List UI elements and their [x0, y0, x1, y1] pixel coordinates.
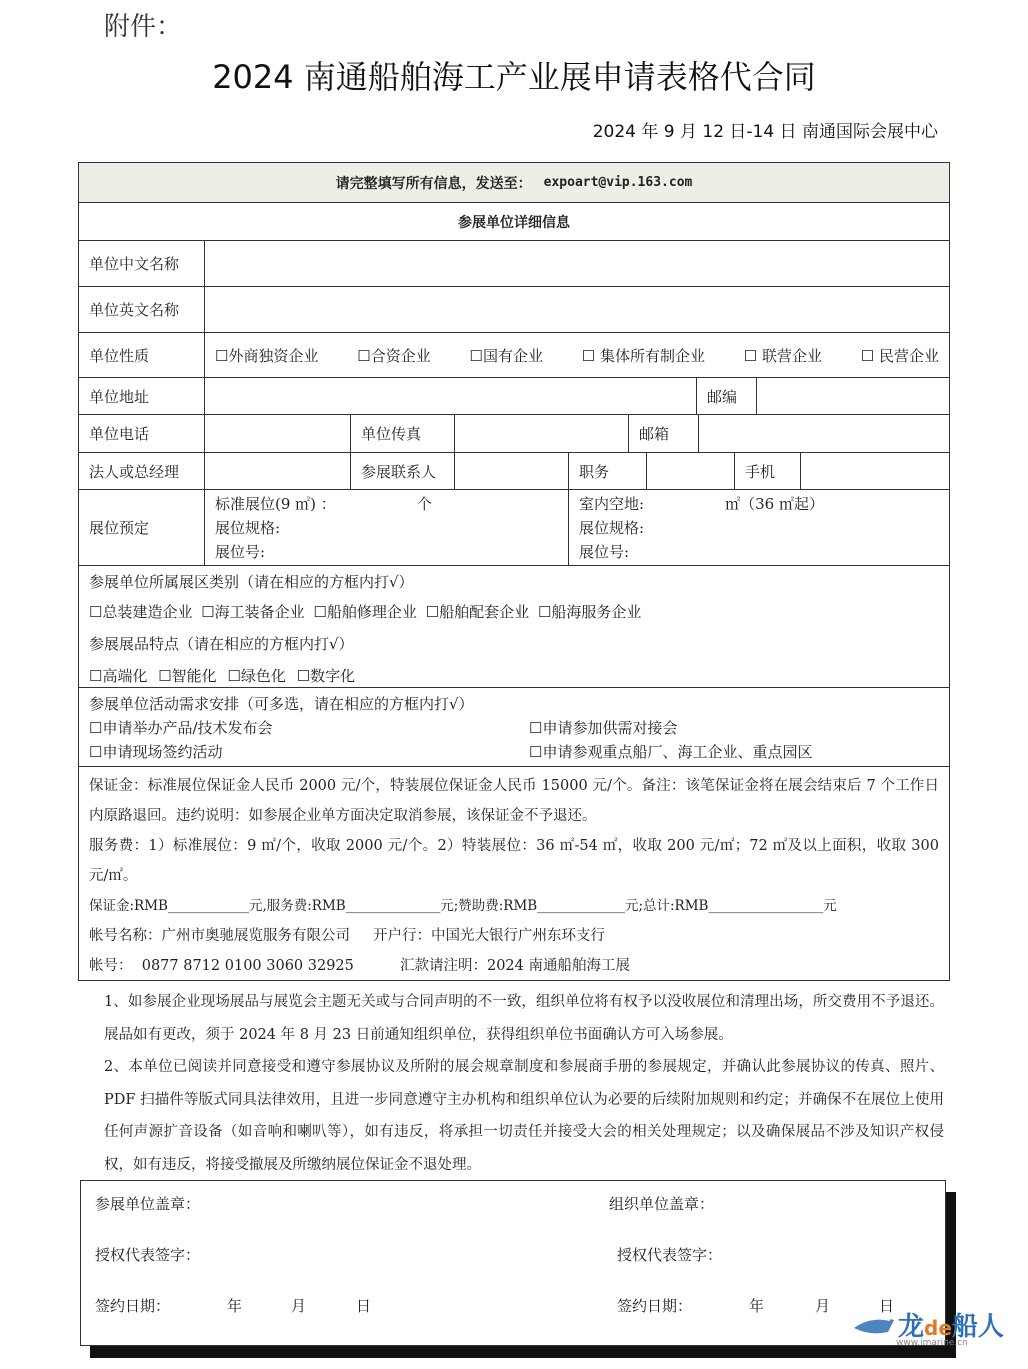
nature-option[interactable]: ☐ 集体所有制企业: [581, 346, 705, 365]
zone-options: [89, 600, 939, 624]
terms-notes: [104, 986, 944, 1181]
booth-label: 展位预定: [79, 490, 205, 565]
postcode-label: 邮编: [697, 378, 757, 414]
cn-name-label: 单位中文名称: [79, 241, 205, 286]
activity-option[interactable]: ☐申请参观重点船厂、海工企业、重点园区: [529, 743, 813, 761]
activity-option[interactable]: ☐申请参加供需对接会: [529, 719, 678, 737]
nature-option[interactable]: ☐ 民营企业: [860, 346, 939, 365]
instruction-row: [79, 163, 949, 202]
instruction-text: 请完整填写所有信息，发送至：: [335, 175, 532, 192]
mobile-label: 手机: [735, 453, 801, 489]
position-label: 职务: [569, 453, 647, 489]
activity-option[interactable]: ☐申请现场签约活动: [89, 743, 223, 761]
watermark-logo-b: de: [924, 1316, 952, 1340]
page-title: 2024 南通船舶海工产业展申请表格代合同: [212, 58, 816, 96]
zone-option[interactable]: ☐总装建造企业: [89, 603, 193, 621]
feature-option[interactable]: ☐高端化: [89, 667, 148, 685]
exhibitor-date-day: 日: [356, 1297, 372, 1315]
category-block: [79, 566, 949, 687]
signature-box: [80, 1180, 946, 1346]
mailbox-label: 邮箱: [629, 415, 699, 452]
raw-space-spec: 展位规格:: [579, 518, 645, 537]
feature-options: [89, 664, 939, 688]
event-date-venue: 2024 年 9 月 12 日-14 日 南通国际会展中心: [592, 122, 938, 142]
activity-option[interactable]: ☐申请举办产品/技术发布会: [89, 719, 273, 737]
mobile-field[interactable]: [801, 453, 949, 489]
nature-options: [205, 333, 949, 377]
contact-label: 参展联系人: [351, 453, 455, 489]
legal-label: 法人或总经理: [79, 453, 205, 489]
watermark-url: www.imarine.cn: [896, 1338, 968, 1348]
organizer-seal-label: 组织单位盖章：: [609, 1195, 715, 1213]
fax-field[interactable]: [455, 415, 629, 452]
service-fee-text: 服务费：1）标准展位：9 ㎡/个，收取 2000 元/个。2）特装展位：36 ㎡-54 ㎡，收取 200 元/㎡；72 ㎡及以上面积，收取 300 元/㎡。: [89, 838, 939, 884]
watermark-logo-a: 龙: [898, 1312, 925, 1342]
feature-option[interactable]: ☐智能化: [158, 667, 217, 685]
standard-booth-qty: 标准展位(9 ㎡) ： 个: [215, 494, 432, 513]
activity-block: [79, 688, 949, 766]
ship-logo-icon: [852, 1306, 896, 1338]
nature-label: 单位性质: [79, 333, 205, 377]
nature-option[interactable]: ☐合资企业: [357, 346, 431, 365]
phone-field[interactable]: [205, 415, 351, 452]
raw-space-area: 室内空地: ㎡（36 ㎡起）: [579, 494, 824, 513]
raw-space-block[interactable]: [569, 490, 949, 565]
email-address[interactable]: expoart@vip.163.com: [543, 175, 693, 190]
organizer-rep-sign-label: 授权代表签字：: [617, 1246, 723, 1264]
exhibitor-rep-sign-label: 授权代表签字：: [95, 1246, 201, 1264]
feature-title: 参展展品特点（请在相应的方框内打√）: [89, 635, 354, 653]
attachment-label: 附件：: [104, 12, 183, 42]
payment-block: [79, 767, 949, 980]
organizer-date-month: 月: [815, 1297, 831, 1315]
standard-booth-block[interactable]: [205, 490, 569, 565]
nature-option[interactable]: ☐ 联营企业: [743, 346, 822, 365]
exhibitor-date-month: 月: [291, 1297, 307, 1315]
raw-space-no: 展位号:: [579, 542, 630, 561]
application-form: [78, 162, 950, 981]
account-number: 帐号： 0877 8712 0100 3060 32925 汇款请注明：2024 南通船舶海工展: [89, 958, 630, 974]
address-label: 单位地址: [79, 378, 205, 414]
address-field[interactable]: [205, 378, 697, 414]
en-name-label: 单位英文名称: [79, 287, 205, 332]
section-title: 参展单位详细信息: [458, 214, 570, 231]
note-2: 2、本单位已阅读并同意接受和遵守参展协议及所附的展会规章制度和参展商手册的参展规定，并确认此参展协议的传真、照片、PDF 扫描件等版式同具法律效用，且进一步同意遵守主办机构和组织单位认为必要的后续附加规则和约定；并确保不在展位上使用任何声源扩音设备（如音响和喇叭等），如有违反，将承担一切责任并接受大会的相关处理规定；以及确保展品不涉及知识产权侵权，如有违反，将接受撤展及所缴纳展位保证金不退处理。: [104, 1059, 944, 1173]
deposit-text: 保证金：标准展位保证金人民币 2000 元/个，特装展位保证金人民币 15000 元/个。备注：该笔保证金将在展会结束后 7 个工作日内原路退回。违约说明：如参展企业单方面决定取消参展，该保证金不予退还。: [89, 778, 939, 824]
standard-booth-spec: 展位规格:: [215, 518, 281, 537]
mailbox-field[interactable]: [699, 415, 949, 452]
cn-name-field[interactable]: [205, 241, 949, 286]
postcode-field[interactable]: [757, 378, 949, 414]
feature-option[interactable]: ☐绿色化: [227, 667, 286, 685]
feature-option[interactable]: ☐数字化: [296, 667, 356, 685]
position-field[interactable]: [647, 453, 735, 489]
organizer-date-day: 日: [879, 1297, 895, 1315]
zone-option[interactable]: ☐船舶修理企业: [313, 603, 417, 621]
organizer-date-label: 签约日期：: [617, 1297, 693, 1315]
standard-booth-no: 展位号:: [215, 542, 266, 561]
account-name: 帐号名称：广州市奥驰展览服务有限公司 开户行：中国光大银行广州东环支行: [89, 928, 606, 944]
en-name-field[interactable]: [205, 287, 949, 332]
exhibitor-date-year: 年: [227, 1297, 243, 1315]
note-1: 1、如参展企业现场展品与展览会主题无关或与合同声明的不一致，组织单位将有权予以没收展位和清理出场，所交费用不予退还。展品如有更改，须于 2024 年 8 月 23 日前通知组织单位，获得组织单位书面确认方可入场参展。: [104, 994, 944, 1043]
exhibitor-date-label: 签约日期：: [95, 1297, 171, 1315]
fees-fill-line[interactable]: 保证金:RMB____________元,服务费:RMB______________元;赞助费:RMB_____________元;总计:RMB_________________元: [89, 898, 837, 914]
nature-option[interactable]: ☐外商独资企业: [215, 346, 319, 365]
contact-field[interactable]: [455, 453, 569, 489]
fax-label: 单位传真: [351, 415, 455, 452]
zone-option[interactable]: ☐船海服务企业: [537, 603, 642, 621]
exhibitor-seal-label: 参展单位盖章：: [95, 1195, 201, 1213]
legal-field[interactable]: [205, 453, 351, 489]
watermark-logo-c: 船人: [951, 1312, 1004, 1342]
organizer-date-year: 年: [749, 1297, 765, 1315]
phone-label: 单位电话: [79, 415, 205, 452]
watermark: [852, 1306, 1012, 1354]
zone-title: 参展单位所属展区类别（请在相应的方框内打√）: [89, 573, 414, 591]
nature-option[interactable]: ☐国有企业: [469, 346, 543, 365]
zone-option[interactable]: ☐船舶配套企业: [425, 603, 530, 621]
activity-title: 参展单位活动需求安排（可多选，请在相应的方框内打√）: [89, 695, 474, 713]
zone-option[interactable]: ☐海工装备企业: [201, 603, 305, 621]
